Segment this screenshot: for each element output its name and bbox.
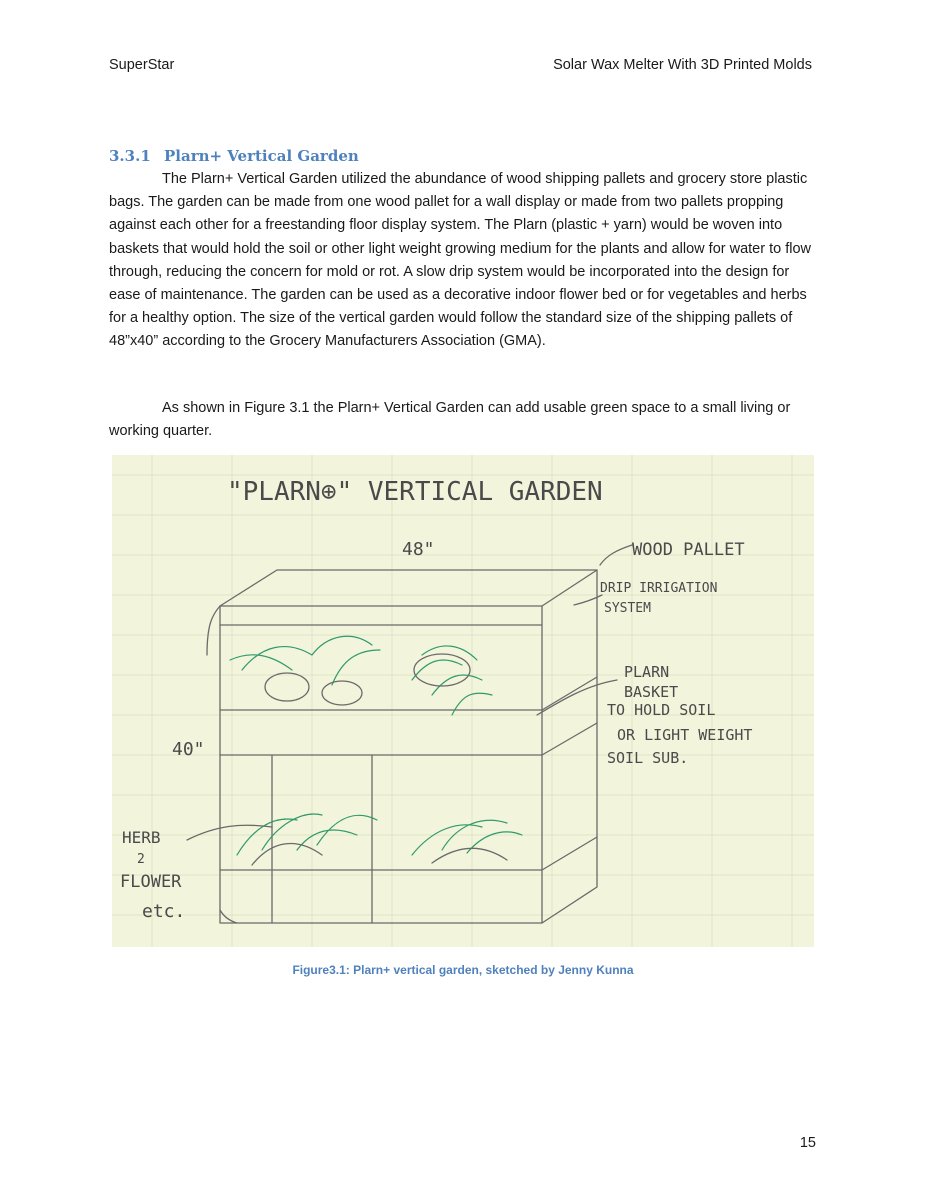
page-number: 15 (799, 1135, 816, 1151)
plant-sketch-bottom (237, 814, 522, 865)
plant-sketch-top (230, 636, 492, 715)
label-plarn-5: SOIL SUB. (607, 749, 689, 767)
label-herb-2: 2 (137, 852, 145, 867)
label-plarn-1: PLARN (624, 663, 670, 681)
figure-caption: Figure3.1: Plarn+ vertical garden, sketched by Jenny Kunna (292, 963, 634, 977)
label-drip-2: SYSTEM (604, 601, 651, 616)
paragraph-2-text: As shown in Figure 3.1 the Plarn+ Vertical Garden can add usable green space to a small living or working quarter. (109, 400, 791, 440)
sketch-drawing (112, 455, 814, 947)
sketch-title: "PLARN⊕" VERTICAL GARDEN (227, 477, 603, 507)
section-heading (109, 147, 359, 165)
dim-width-label: 48" (402, 539, 435, 560)
paragraph-1 (109, 168, 815, 354)
label-herb-3: FLOWER (120, 872, 182, 892)
running-header-left: SuperStar (109, 57, 175, 73)
label-plarn-2: BASKET (624, 683, 679, 701)
section-title: Plarn+ Vertical Garden (164, 147, 359, 165)
sketch-labels (120, 477, 752, 922)
label-wood-pallet: WOOD PALLET (632, 540, 745, 560)
label-plarn-3: TO HOLD SOIL (607, 701, 716, 719)
pallet-outline (207, 570, 597, 923)
paragraph-1-text: The Plarn+ Vertical Garden utilized the abundance of wood shipping pallets and grocery store plastic bags. The garden can be made from one wood pallet for a wall display or made from two pallets propping against each other for a freestanding floor display system. The Plarn (plastic + yarn) would be woven into baskets that would hold the soil or other light weight growing medium for the plants and allow for water to flow through, reducing the concern for mold or rot. A slow drip system would be incorporated into the design for ease of maintenance. The garden can be used as a decorative indoor flower bed or for vegetables and herbs for a healthy option. The size of the vertical garden would follow the standard size of the shipping pallets of 48”x40” according to the Grocery Manufacturers Association (GMA). (109, 171, 812, 350)
figure-sketch (112, 455, 814, 947)
paragraph-2 (109, 397, 815, 443)
dim-height-label: 40" (172, 739, 205, 760)
section-number: 3.3.1 (109, 147, 151, 165)
running-header-right: Solar Wax Melter With 3D Printed Molds (553, 57, 812, 73)
label-plarn-4: OR LIGHT WEIGHT (617, 726, 753, 744)
label-herb-1: HERB (122, 828, 161, 847)
label-herb-4: etc. (142, 901, 186, 922)
label-drip-1: DRIP IRRIGATION (600, 581, 718, 596)
leader-lines (187, 545, 632, 840)
